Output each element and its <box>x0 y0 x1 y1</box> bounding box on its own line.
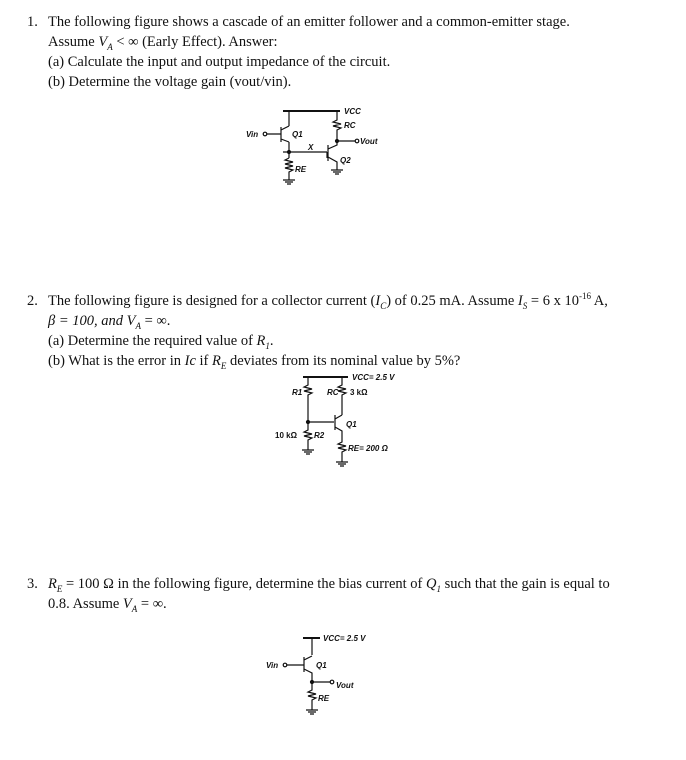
problem-2-text: The following figure is designed for a collector current $(I_C)$ of 0.25 mA. Assume $I_S = 6$ x $10^{-16}$ A, <box>48 291 608 311</box>
svg-text:Vin: Vin <box>246 130 259 139</box>
svg-text:Q1: Q1 <box>346 420 357 429</box>
svg-text:X: X <box>308 143 314 152</box>
problem-1-text: The following figure shows a cascade of an emitter follower and a common-emitter stage. <box>48 14 570 30</box>
svg-text:10 kΩ: 10 kΩ <box>275 431 297 440</box>
svg-text:RC: RC <box>344 121 356 130</box>
svg-text:RE= 200 Ω: RE= 200 Ω <box>348 444 388 453</box>
svg-text:RE: RE <box>295 165 307 174</box>
problem-2-part-b: (b) What is the error in Ic if $R_E$ deviates from its nominal value by 5%? <box>48 353 461 371</box>
svg-text:RE: RE <box>318 694 330 703</box>
svg-text:R2: R2 <box>314 431 325 440</box>
svg-text:Q1: Q1 <box>292 130 303 139</box>
circuit-3 <box>266 634 366 714</box>
problem-1-number: 1. <box>27 14 38 30</box>
svg-text:VCC= 2.5 V: VCC= 2.5 V <box>323 634 366 643</box>
problem-2-assume: β = 100, and $V_A$ = ∞. <box>48 313 171 331</box>
circuit-2 <box>275 373 395 466</box>
problem-3-number: 3. <box>27 576 38 592</box>
problem-3-text: $R_E = 100$ Ω in the following figure, determine the bias current of $Q_1$ such that the gain is equal to <box>48 576 610 594</box>
problem-2-number: 2. <box>27 293 38 309</box>
circuit-1 <box>246 107 378 184</box>
svg-text:3 kΩ: 3 kΩ <box>350 388 368 397</box>
problem-1-part-b: (b) Determine the voltage gain (vout/vin). <box>48 74 292 90</box>
svg-text:Q2: Q2 <box>340 156 351 165</box>
svg-text:RC: RC <box>327 388 339 397</box>
re-resistor <box>285 158 293 180</box>
problem-2-part-a: (a) Determine the required value of $R_1$. <box>48 333 274 351</box>
svg-text:Vin: Vin <box>266 661 279 670</box>
svg-text:Q1: Q1 <box>316 661 327 670</box>
svg-text:Vout: Vout <box>336 681 354 690</box>
svg-text:VCC: VCC <box>344 107 361 116</box>
problem-1-assume: Assume $V_A$ < ∞ (Early Effect). Answer: <box>48 34 278 52</box>
svg-text:Vout: Vout <box>360 137 378 146</box>
svg-text:VCC= 2.5 V: VCC= 2.5 V <box>352 373 395 382</box>
problem-3-assume: 0.8. Assume $V_A$ = ∞. <box>48 596 167 614</box>
svg-text:R1: R1 <box>292 388 303 397</box>
problem-1-part-a: (a) Calculate the input and output impedance of the circuit. <box>48 54 391 70</box>
